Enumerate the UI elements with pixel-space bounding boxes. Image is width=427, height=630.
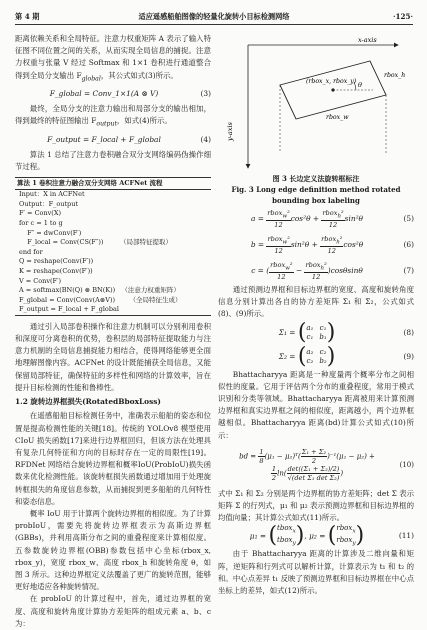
x-axis-label: x-axis — [358, 36, 377, 44]
y-axis-label: y-axis — [226, 122, 234, 141]
algorithm-line: for c = 1 to g — [19, 218, 63, 227]
algorithm-line: Output：F_output — [19, 199, 79, 208]
paragraph: 在 probIoU 的计算过程中，首先，通过边界框的宽度、高度和旋转角度计算协方差矩阵的组成元素 a、b、c 为： — [15, 594, 211, 628]
width-label: rbox_w — [326, 114, 349, 121]
equation-11: μ₁ = ( tbox$_x$ tbox$_y$ ) , μ₂ = ( rbox$_x$ rbox$_y$ ) (11) — [249, 523, 414, 549]
angle-label: θ — [358, 81, 362, 89]
paragraph: 由于 Bhattacharyya 距离的计算涉及二维向量和矩阵，逆矩阵和行列式可以解析计算，计算表示为 t₁ 和 t₂ 的和。中心点差异 t₁ 反映了预测边界框和目标边界框在中心点坐标上的差异，如式(12)所示。 — [218, 549, 414, 596]
algorithm-line: F′ = Conv(X) — [19, 209, 62, 218]
paragraph: 通过预测边界框和目标边界框的宽度、高度和旋转角度信息分别计算出各自的协方差矩阵 Σ₁ 和 Σ₂，公式如式(8)、(9)所示。 — [218, 285, 414, 319]
algorithm-line: F″ = dwConv(F′) — [19, 228, 82, 237]
running-header — [15, 10, 413, 25]
issue-number: 第 4 期 — [15, 12, 40, 21]
algorithm-line: F_global = Conv(Conv(A⊗V)) （全局特征生成） — [19, 295, 182, 304]
rotated-bbox-diagram — [218, 33, 414, 173]
height-label: rbox_h — [384, 72, 406, 79]
algorithm-box — [15, 177, 211, 316]
page-number: ·125· — [392, 12, 413, 21]
figure-caption: 图 3 长边定义法旋转框标注 Fig. 3 Long edge definition method rotated bounding box labeling — [231, 174, 401, 205]
algorithm-line: V = Conv(F′) — [19, 276, 62, 285]
algorithm-line: Q = reshape(Conv(F′)) — [19, 257, 94, 266]
paragraph: 式中 Σ₁ 和 Σ₂ 分别是两个边界框的协方差矩阵；det Σ 表示矩阵 Σ 的行列式，μ₁ 和 μ₂ 表示预测边界框和目标边界框的均值向量；其计算公式如式(11)所示。 — [218, 488, 414, 523]
section-heading: 1.2 旋转边界框损失(RotatedBboxLoss) — [15, 397, 161, 407]
algorithm-line: end for — [19, 247, 43, 256]
equation-10: bd = $\frac{1}{8}$ (μ₁ − μ₂)ᵀ( $\frac{\text{Σ₁ + Σ₂}}{2}$ )⁻¹(μ₁ − μ₂) + $\frac{1}{2}$ ln( $\frac{\text{det((Σ₁ + Σ₂)/2)}}{\text{√(det Σ₁ det Σ₂)}}$ ) (10) — [239, 447, 414, 482]
right-column — [218, 33, 414, 597]
equation-8: Σ₁ = ( a₁ c₁ c₁ b₁ ) (8) — [278, 319, 414, 345]
equation-7: c = ( $\frac{rbox_w^2}{12}$ − $\frac{rbox_h^2}{12}$ )cosθsinθ (7) — [251, 260, 414, 282]
algorithm-line: F_local = Conv(CS(F″)) （局部特征提取） — [19, 238, 172, 247]
algorithm-caption: 算法 1 卷积注意力融合双分支网络 ACFNet 流程 — [15, 178, 211, 191]
paragraph: 概率 IoU 用于计算两个旋转边界框的相似度。为了计算 probIoU，需要先将旋转边界框表示为高斯边界框(GBBs)，并利用高斯分布之间的重叠程度来计算相似度。五参数旋转边界框(OBB)参数包括中心坐标(rbox_x, rbox_y)，宽度 rbox_w、高度 rbox_h 和旋转角度 θ，如图 3 所示。这种边界框定义法覆盖了更广的旋转范围，能够更好地适应各种旋转情况。 — [15, 508, 211, 592]
algorithm-lines — [15, 190, 211, 315]
paragraph: 在遥感船舶目标检测任务中，准确表示船舶的姿态和位置是提高检测性能的关键[18]。传统的 YOLOv8 模型使用 CIoU 损失函数[17]来进行边界框回归，但该方法在处理具有复杂几何特征和方向的目标时存在一定的局限性[19]。RFDNet 网络结合旋转边界框和概率IoU(ProbIoU)损失函数来优化检测性能。该旋转框损失函数通过增加用于处理旋转框损失的角度信息参数，从而捕捉到更多船舶的几何特性和姿态信息。 — [15, 411, 211, 506]
algorithm-line: F_output = F_local + F_global — [19, 305, 119, 314]
equation-4: F_output = F_local + F_global (4) — [47, 135, 211, 145]
equation-5: a = $\frac{rbox_w^2}{12}$ cos²θ + $\frac{rbox_h^2}{12}$ sin²θ (5) — [250, 208, 414, 230]
paragraph: 通过引入局部卷积操作和注意力机制可以分别利用卷积和深度可分离卷积的优势，卷积层的局部特征提取能力与注意力机制的全局信息捕捉能力相结合，使得网络能够更全面地理解图像内容。ACFNet 的设计既能捕获全局信息，又能保留局部特征，确保特征的多样性和网络的计算效率，旨在提升目标检测的性能和鲁棒性。 — [15, 321, 211, 392]
algorithm-line: K = reshape(Conv(F′)) — [19, 266, 93, 275]
center-label: (rbox_x, rbox_y) — [306, 78, 357, 85]
equation-3: F_global = Conv_1×1(A ⊗ V) (3) — [49, 89, 211, 99]
journal-title: 适应遥感船舶图像的轻量化旋转小目标检测网络 — [138, 12, 290, 21]
paragraph: Bhattacharyya 距离是一种度量两个概率分布之间相似性的度量。它用于评估两个分布的重叠程度，常用于模式识别和分类等领域。Bhattacharyya 距离被用来计算预测边界框和真实边界框之间的相似度，距离越小，两个边界框越相似。Bhattacharyya 距离(bd)计算公式如式(10)所示： — [218, 369, 414, 440]
figure-3 — [218, 33, 414, 173]
equation-9: Σ₂ = ( a₂ c₂ c₂ b₂ ) (9) — [278, 343, 414, 369]
equation-6: b = $\frac{rbox_w^2}{12}$ sin²θ + $\frac{rbox_h^2}{12}$ cos²θ (6) — [250, 234, 414, 256]
left-column — [15, 33, 211, 630]
algorithm-line: A = softmax(BN(Q) ⊗ BN(K)) （注意力权重矩阵） — [19, 286, 180, 295]
algorithm-line: Input：X in ACFNet — [19, 190, 85, 199]
paragraph: 距离依赖关系和全局特征。注意力权重矩阵 A 表示了输入特征图不同位置之间的关系，从而实现全局信息的捕捉。注意力权重与张量 V 经过 Softmax 和 1×1 卷积进行通道整合得到全局分支输出 $F_{global}$，其公式如式(3)所示。 — [15, 34, 211, 83]
paragraph: 最终，全局分支的注意力输出和局部分支的输出相加，得到最终的特征图输出 $F_{output}$，如式(4)所示。 — [15, 104, 211, 128]
paragraph: 算法 1 总结了注意力卷积融合双分支网络编码伪操作细节过程。 — [15, 150, 211, 172]
